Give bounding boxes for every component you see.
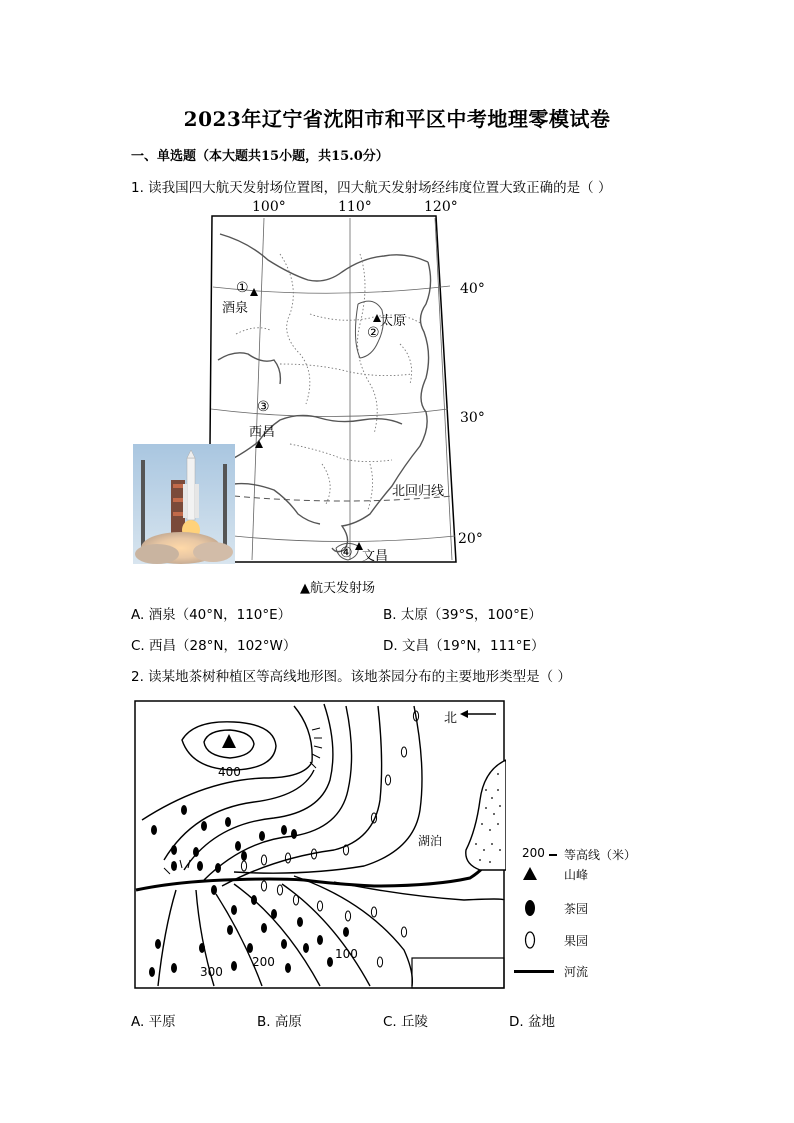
lake-label: 湖泊 bbox=[418, 834, 443, 848]
legend-orchard-label: 果园 bbox=[564, 934, 589, 948]
contour-map bbox=[134, 700, 506, 990]
legend-river-label: 河流 bbox=[564, 965, 589, 979]
q2-option-a[interactable]: A. 平原 bbox=[131, 1014, 176, 1030]
site-name-jiuquan: 酒泉 bbox=[222, 301, 249, 316]
legend-contour-label: 等高线（米） bbox=[564, 848, 637, 862]
lon-label-110: 110° bbox=[338, 199, 372, 215]
site-num-4: ④ bbox=[340, 545, 353, 561]
legend-orchard-icon bbox=[524, 930, 536, 950]
lat-label-20: 20° bbox=[458, 531, 483, 547]
lon-label-100: 100° bbox=[252, 199, 286, 215]
site-num-3: ③ bbox=[257, 399, 270, 415]
section-heading: 一、单选题（本大题共15小题，共15.0分） bbox=[131, 149, 389, 164]
lat-label-40: 40° bbox=[460, 281, 485, 297]
legend-contour-tick bbox=[549, 854, 557, 856]
q1-option-d[interactable]: D. 文昌（19°N，111°E） bbox=[383, 638, 545, 654]
contour-label-400: 400 bbox=[218, 765, 241, 779]
q1-option-b[interactable]: B. 太原（39°S，100°E） bbox=[383, 607, 542, 623]
legend-peak-label: 山峰 bbox=[564, 868, 589, 882]
tropic-label: 北回归线 bbox=[392, 484, 445, 499]
site-name-taiyuan: 太原 bbox=[380, 314, 407, 329]
contour-label-200: 200 bbox=[252, 955, 275, 969]
q2-option-c[interactable]: C. 丘陵 bbox=[383, 1014, 429, 1030]
contour-label-100: 100 bbox=[335, 947, 358, 961]
question-1-stem: 1. 读我国四大航天发射场位置图，四大航天发射场经纬度位置大致正确的是（ ） bbox=[131, 180, 612, 196]
map-legend-launch-site: ▲航天发射场 bbox=[300, 581, 375, 596]
legend-tea-label: 茶园 bbox=[564, 902, 589, 916]
site-num-2: ② bbox=[367, 325, 380, 341]
legend-contour-key: 200 bbox=[522, 846, 545, 860]
contour-map-frame bbox=[135, 701, 504, 988]
site-num-1: ① bbox=[236, 280, 249, 296]
page-title: 2023年辽宁省沈阳市和平区中考地理零模试卷 bbox=[183, 107, 611, 131]
site-name-wenchang: 文昌 bbox=[362, 549, 389, 564]
legend-peak-icon bbox=[522, 866, 538, 882]
legend-tea-icon bbox=[524, 898, 536, 918]
legend-river-line bbox=[514, 970, 554, 973]
q1-option-a[interactable]: A. 酒泉（40°N，110°E） bbox=[131, 607, 292, 623]
q1-option-c[interactable]: C. 西昌（28°N，102°W） bbox=[131, 638, 297, 654]
site-name-xichang: 西昌 bbox=[249, 425, 276, 440]
lon-label-120: 120° bbox=[424, 199, 458, 215]
q2-option-b[interactable]: B. 高原 bbox=[257, 1014, 302, 1030]
lat-label-30: 30° bbox=[460, 410, 485, 426]
question-2-stem: 2. 读某地茶树种植区等高线地形图。该地茶园分布的主要地形类型是（ ） bbox=[131, 669, 571, 685]
q2-option-d[interactable]: D. 盆地 bbox=[509, 1014, 555, 1030]
rocket-launch-photo bbox=[133, 444, 235, 564]
contour-label-300: 300 bbox=[200, 965, 223, 979]
north-label: 北 bbox=[444, 711, 458, 726]
